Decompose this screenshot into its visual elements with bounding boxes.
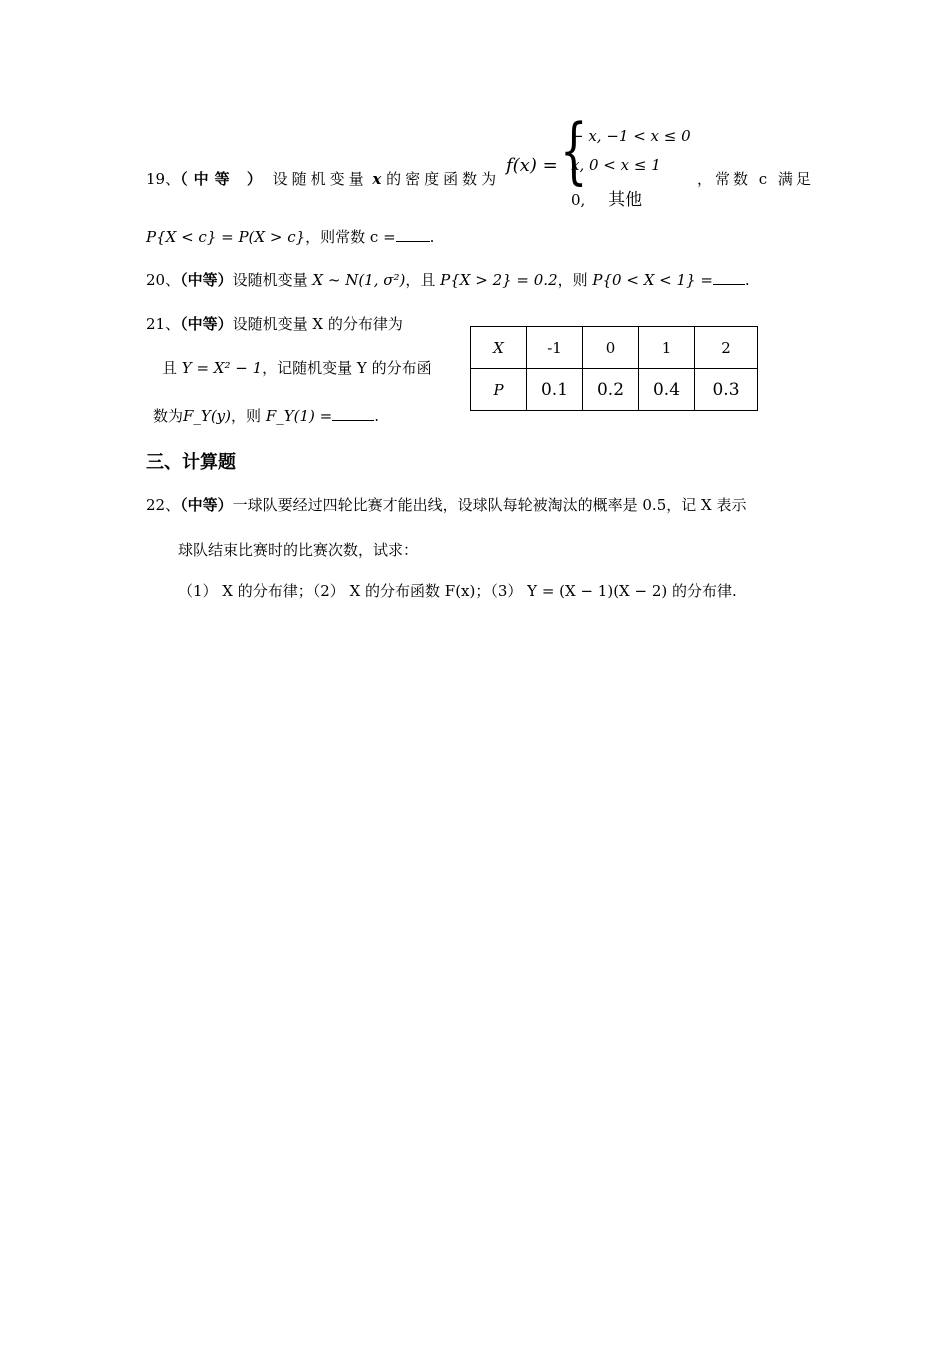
table-cell: 0 [583,327,639,369]
q22-text1: 一球队要经过四轮比赛才能出线，设球队每轮被淘汰的概率是 0.5，记 X 表示 [232,496,747,514]
q19-text-mid: 的密度函数为 [386,170,501,188]
table-cell: 0.4 [639,369,695,411]
q22-line3: （1） X 的分布律；（2） X 的分布函数 F(x)；（3） Y = (X − 1)(X − 2) 的分布律. [178,582,737,600]
q21-number: 21、 [146,315,181,333]
q19-text-post: ，常数 c 满足 [697,170,814,188]
q20-difficulty: （中等） [180,271,233,289]
q21-line3-mid: ，则 [231,407,262,425]
q20-number: 20、 [146,271,181,289]
q20-line: 20、（中等）设随机变量 X ~ N(1, σ²)，且 P{X > 2} = 0.2，则 P{0 < X < 1} = . [146,271,750,289]
q22-line1 [146,494,746,515]
q20-text1: 设随机变量 [232,271,308,289]
table-cell: 2 [695,327,758,369]
q21-line1 [146,313,403,334]
q19-case3-val: 0, [571,191,586,209]
q19-fx: f(x) = [506,155,558,176]
q19-line2-text: ，则常数 c = [305,228,396,246]
q19-brace: { [560,108,588,192]
table-cell: 0.1 [527,369,583,411]
q19-text-pre: 设随机变量 [272,170,368,188]
q20-formula1: X ~ N(1, σ²) [312,271,406,289]
q21-line3-f2: F_Y(1) = [265,407,333,425]
table-cell: P [471,369,527,411]
q19-case1: − x, −1 < x ≤ 0 [571,127,691,145]
q19-line2: P{X < c} = P(X > c}，则常数 c = . [146,228,435,246]
q20-answer-blank[interactable] [713,284,745,285]
q19-case3 [571,185,642,210]
q20-formula2: P{X > 2} = 0.2 [440,271,558,289]
q22-difficulty: （中等） [180,496,233,514]
section-title: 三、计算题 [146,452,236,473]
q21-line3-pre: 数为 [153,407,184,425]
q21-line3-f1: F_Y(y) [183,407,232,425]
q19-answer-blank[interactable] [396,241,430,242]
q19-line2-formula: P{X < c} = P(X > c} [146,228,306,246]
q22-number: 22、 [146,496,181,514]
q21-answer-blank[interactable] [332,420,374,421]
q21-text1: 设随机变量 X 的分布律为 [232,315,403,333]
q21-line2-formula: Y = X² − 1 [181,359,263,377]
table-cell: -1 [527,327,583,369]
table-cell: X [471,327,527,369]
distribution-table [470,326,758,411]
q20-formula3: P{0 < X < 1} = [592,271,713,289]
table-row [471,369,758,411]
q19-var: x [372,170,382,188]
q21-line2-text: ，记随机变量 Y 的分布函 [262,359,432,377]
q21-line2 [162,357,432,378]
q20-text3: ，则 [557,271,588,289]
q19-number: 19、 [146,170,181,188]
table-cell: 0.2 [583,369,639,411]
table-cell: 0.3 [695,369,758,411]
q19-case2: x, 0 < x ≤ 1 [571,156,661,174]
q21-line2-pre: 且 [162,359,178,377]
q21-line3: 数为F_Y(y)，则 F_Y(1) = . [153,407,379,425]
q22-line2: 球队结束比赛时的比赛次数，试求： [178,541,419,559]
table-cell: 1 [639,327,695,369]
table-row [471,327,758,369]
q20-text2: ，且 [405,271,436,289]
q19-difficulty: （中等 ） [180,170,268,188]
q21-difficulty: （中等） [180,315,233,333]
q19-line1 [146,168,500,189]
q19-case3-cond: 其他 [608,190,643,210]
